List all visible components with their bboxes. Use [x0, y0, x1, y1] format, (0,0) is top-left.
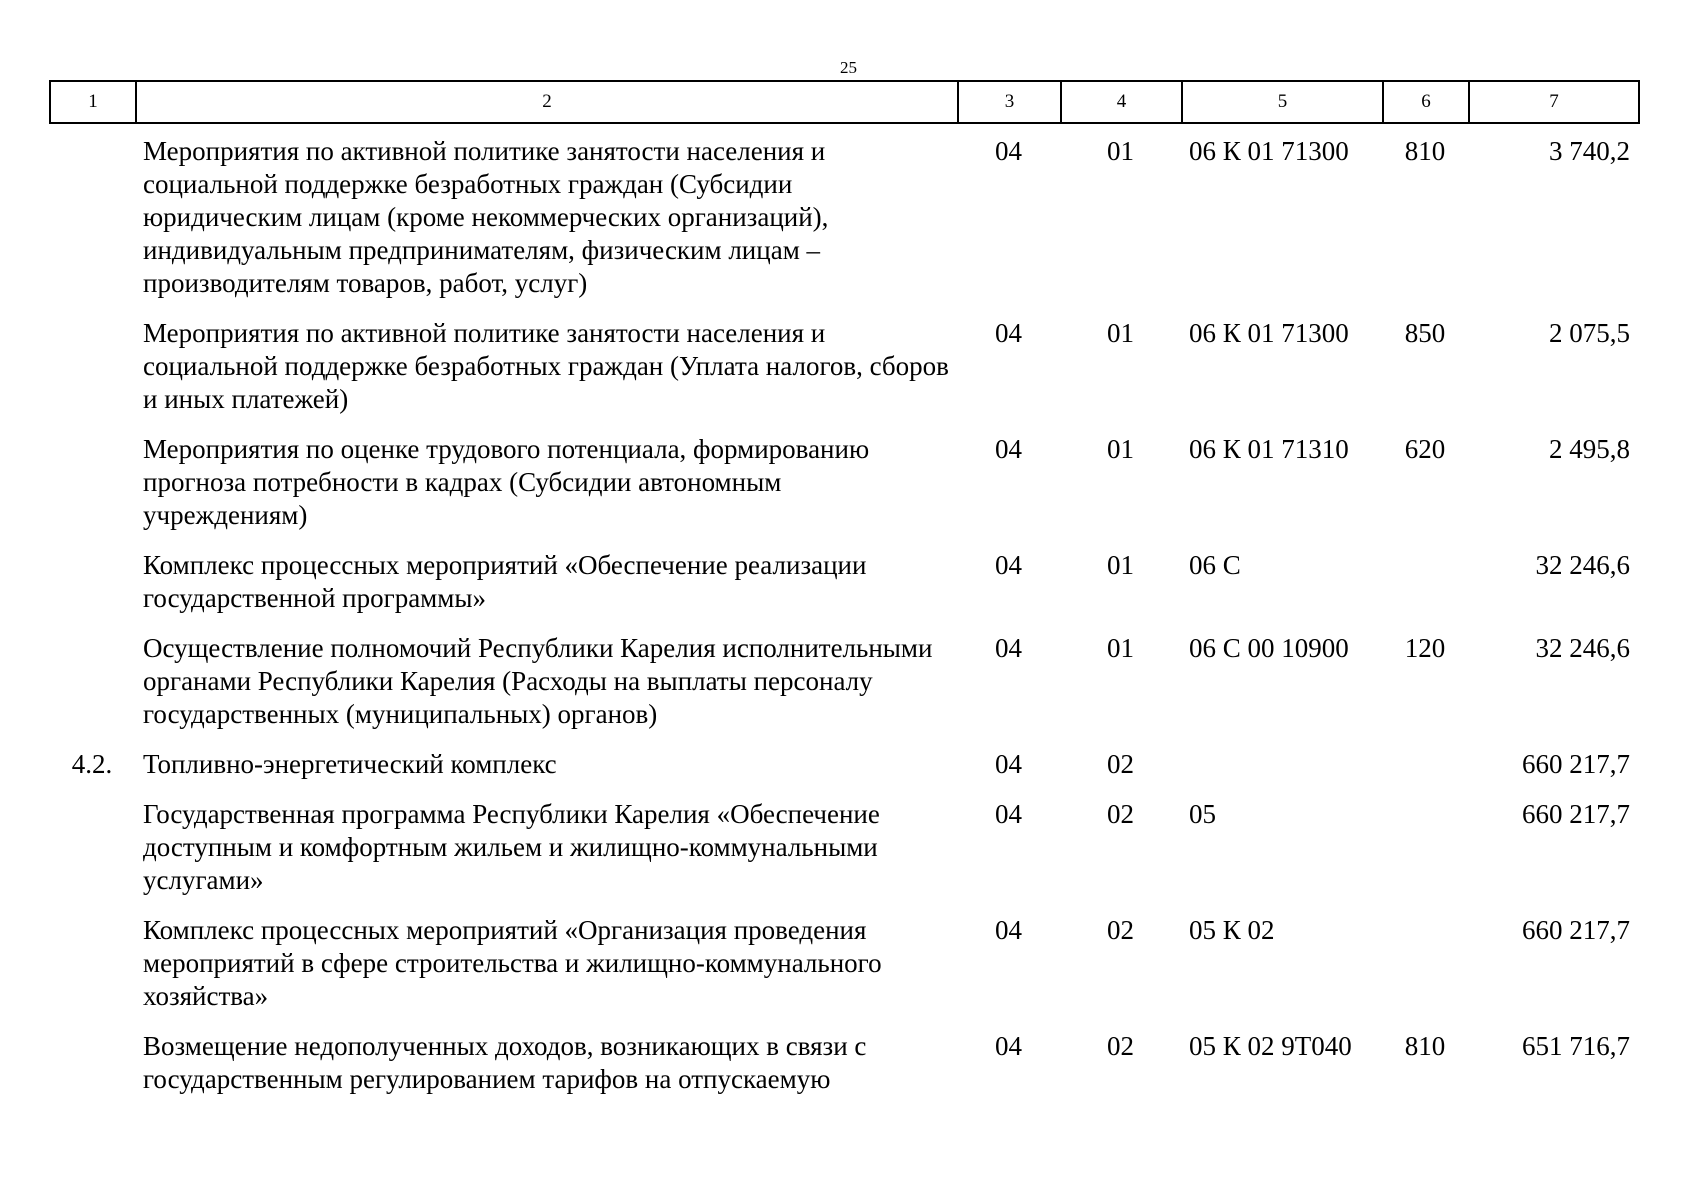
row-expense-type: 850 [1404, 318, 1446, 348]
row-target-article [1181, 741, 1382, 791]
row-name: Государственная программа Республики Карелия «Обеспечение доступным и комфортным жильем и жилищно-коммунальными услугами» [143, 799, 880, 895]
budget-table [49, 128, 1638, 1106]
table-row [49, 542, 1638, 625]
table-row [49, 426, 1638, 542]
row-number [49, 625, 135, 741]
row-name: Мероприятия по активной политике занятости населения и социальной поддержке безработных граждан (Субсидии юридическим лицам (кроме некоммерческих организаций), индивидуальным предпринимателям, физическим лицам – производителям товаров, работ, услуг) [143, 136, 829, 298]
row-name: Мероприятия по активной политике занятости населения и социальной поддержке безработных граждан (Уплата налогов, сборов и иных платежей) [143, 318, 949, 414]
row-expense-type [1382, 542, 1468, 625]
row-amount: 660 217,7 [1522, 749, 1630, 779]
row-amount: 2 495,8 [1549, 434, 1630, 464]
table-row [49, 310, 1638, 426]
row-number [49, 128, 135, 310]
table-row [49, 907, 1638, 1023]
header-col-3: 3 [958, 81, 1061, 123]
row-number [49, 542, 135, 625]
row-section: 04 [995, 318, 1022, 348]
header-col-6: 6 [1383, 81, 1469, 123]
row-expense-type: 620 [1404, 434, 1446, 464]
row-section: 04 [995, 1031, 1022, 1061]
row-section: 04 [995, 915, 1022, 945]
row-target-article: 05 [1189, 799, 1216, 829]
row-number: 4.2. [71, 749, 113, 779]
row-subsection: 02 [1107, 799, 1134, 829]
row-name: Осуществление полномочий Республики Карелия исполнительными органами Республики Карелия (Расходы на выплаты персоналу государственных (муниципальных) органов) [143, 633, 933, 729]
row-number [49, 310, 135, 426]
row-amount: 2 075,5 [1549, 318, 1630, 348]
row-expense-type [1382, 791, 1468, 907]
table-row [49, 1023, 1638, 1106]
row-subsection: 02 [1107, 749, 1134, 779]
header-col-1: 1 [50, 81, 136, 123]
row-amount: 32 246,6 [1535, 550, 1630, 580]
row-section: 04 [995, 550, 1022, 580]
row-section: 04 [995, 136, 1022, 166]
row-name: Мероприятия по оценке трудового потенциала, формированию прогноза потребности в кадрах (Субсидии автономным учреждениям) [143, 434, 870, 530]
table-row [49, 741, 1638, 791]
column-number-header [49, 80, 1640, 124]
row-amount: 651 716,7 [1522, 1031, 1630, 1061]
row-name: Комплекс процессных мероприятий «Организация проведения мероприятий в сфере строительства и жилищно-коммунального хозяйства» [143, 915, 882, 1011]
row-name: Комплекс процессных мероприятий «Обеспечение реализации государственной программы» [143, 550, 867, 613]
row-subsection: 02 [1107, 1031, 1134, 1061]
row-subsection: 01 [1107, 136, 1134, 166]
row-section: 04 [995, 434, 1022, 464]
row-section: 04 [995, 633, 1022, 663]
row-amount: 32 246,6 [1535, 633, 1630, 663]
row-section: 04 [995, 799, 1022, 829]
row-amount: 660 217,7 [1522, 799, 1630, 829]
table-row [49, 128, 1638, 310]
row-target-article: 05 К 02 [1189, 915, 1275, 945]
header-col-5: 5 [1182, 81, 1383, 123]
row-subsection: 01 [1107, 318, 1134, 348]
page-number: 25 [840, 58, 857, 77]
row-target-article: 06 К 01 71310 [1189, 434, 1349, 464]
row-number [49, 907, 135, 1023]
row-subsection: 01 [1107, 633, 1134, 663]
row-target-article: 06 С [1189, 550, 1241, 580]
row-name: Топливно-энергетический комплекс [143, 749, 557, 779]
row-number [49, 426, 135, 542]
row-expense-type: 120 [1404, 633, 1446, 663]
row-subsection: 01 [1107, 550, 1134, 580]
row-name: Возмещение недополученных доходов, возникающих в связи с государственным регулированием тарифов на отпускаемую [143, 1031, 867, 1094]
row-amount: 660 217,7 [1522, 915, 1630, 945]
row-expense-type [1382, 907, 1468, 1023]
row-expense-type: 810 [1404, 1031, 1446, 1061]
row-section: 04 [995, 749, 1022, 779]
row-amount: 3 740,2 [1549, 136, 1630, 166]
row-target-article: 06 С 00 10900 [1189, 633, 1349, 663]
row-target-article: 06 К 01 71300 [1189, 318, 1349, 348]
row-expense-type: 810 [1404, 136, 1446, 166]
row-expense-type [1382, 741, 1468, 791]
header-col-4: 4 [1061, 81, 1182, 123]
row-subsection: 02 [1107, 915, 1134, 945]
table-row [49, 625, 1638, 741]
row-number [49, 791, 135, 907]
header-col-2: 2 [136, 81, 958, 123]
row-subsection: 01 [1107, 434, 1134, 464]
header-col-7: 7 [1469, 81, 1639, 123]
row-target-article: 05 К 02 9Т040 [1189, 1031, 1352, 1061]
row-target-article: 06 К 01 71300 [1189, 136, 1349, 166]
row-number [49, 1023, 135, 1106]
table-row [49, 791, 1638, 907]
